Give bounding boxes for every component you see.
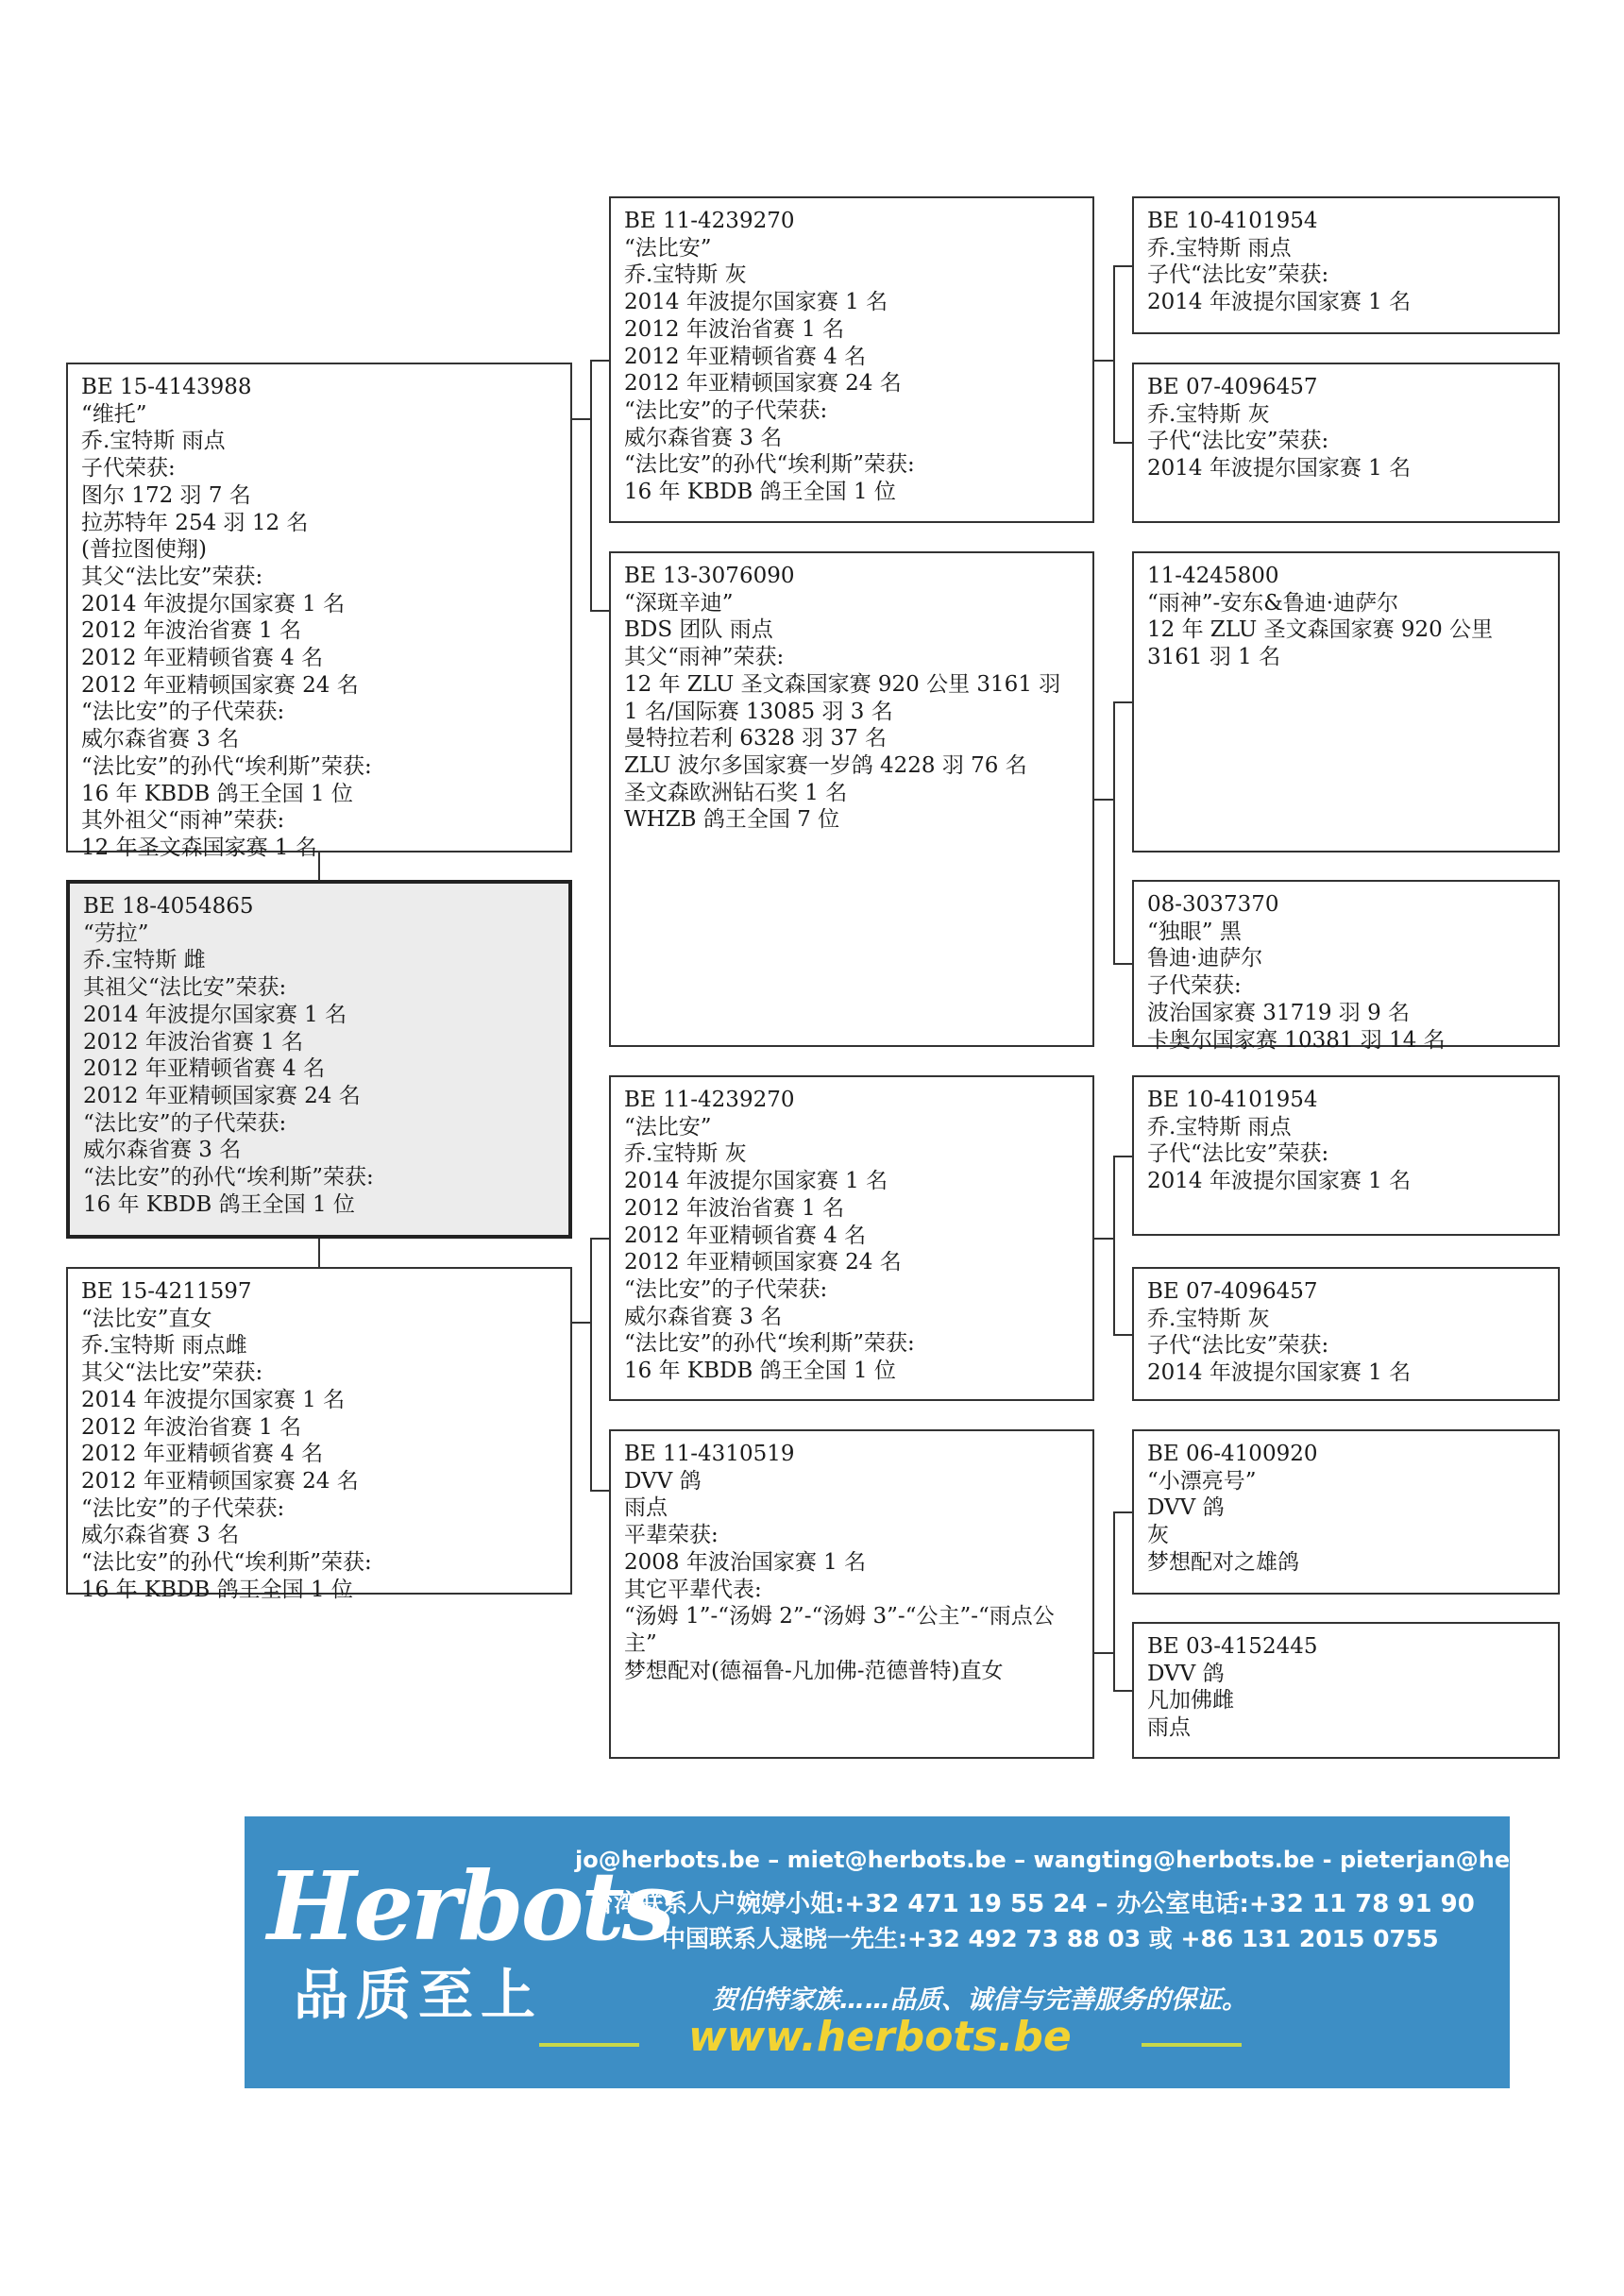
pedigree-sd-dam: 08-3037370 “独眼” 黑 鲁迪·迪萨尔 子代荣获: 波治国家赛 31719 羽 9 名 卡奥尔国家赛 10381 羽 14 名: [1132, 880, 1560, 1047]
pedigree-ss-dam: BE 07-4096457 乔.宝特斯 灰 子代“法比安”荣获: 2014 年波提尔国家赛 1 名: [1132, 363, 1560, 523]
pedigree-ds-sire: BE 10-4101954 乔.宝特斯 雨点 子代“法比安”荣获: 2014 年波提尔国家赛 1 名: [1132, 1075, 1560, 1236]
pedigree-dam: BE 15-4211597 “法比安”直女 乔.宝特斯 雨点雌 其父“法比安”荣获: 2014 年波提尔国家赛 1 名 2012 年波治省赛 1 名 2012 年亚精顿省赛 4 名 2012 年亚精顿国家赛 24 名 “法比安”的子代荣获: 威尔森省赛 3 名 “法比安”的孙代“埃利斯”荣获: 16 年 KBDB 鸽王全国 1 位: [66, 1267, 572, 1595]
pedigree-ds-dam: BE 07-4096457 乔.宝特斯 灰 子代“法比安”荣获: 2014 年波提尔国家赛 1 名: [1132, 1267, 1560, 1401]
pedigree-sire-sire: BE 11-4239270 “法比安” 乔.宝特斯 灰 2014 年波提尔国家赛 1 名 2012 年波治省赛 1 名 2012 年亚精顿省赛 4 名 2012 年亚精顿国家赛 24 名 “法比安”的子代荣获: 威尔森省赛 3 名 “法比安”的孙代“埃利斯”荣获: 16 年 KBDB 鸽王全国 1 位: [609, 196, 1094, 523]
connector-sire-horizontal: [572, 418, 591, 420]
pedigree-sire-dam: BE 13-3076090 “深斑辛迪” BDS 团队 雨点 其父“雨神”荣获: 12 年 ZLU 圣文森国家赛 920 公里 3161 羽 1 名/国际赛 13085 羽 3 名 曼特拉若利 6328 羽 37 名 ZLU 波尔多国家赛一岁鸽 4228 羽 76 名 圣文森欧洲钻石奖 1 名 WHZB 鸽王全国 7 位: [609, 551, 1094, 1047]
pedigree-subject: BE 18-4054865 “劳拉” 乔.宝特斯 雌 其祖父“法比安”荣获: 2014 年波提尔国家赛 1 名 2012 年波治省赛 1 名 2012 年亚精顿省赛 4 名 2012 年亚精顿国家赛 24 名 “法比安”的子代荣获: 威尔森省赛 3 名 “法比安”的孙代“埃利斯”荣获: 16 年 KBDB 鸽王全国 1 位: [66, 880, 572, 1239]
connector-ss-to-dam: [1113, 442, 1132, 444]
connector-dam-to-dam-dam: [590, 1490, 609, 1492]
banner-stripe-right: [1142, 2043, 1242, 2047]
connector-ds-to-dam: [1113, 1334, 1132, 1336]
banner-slogan: 贺伯特家族……品质、诚信与完善服务的保证。: [712, 1985, 1247, 2015]
pedigree-sd-sire: 11-4245800 “雨神”-安东&鲁迪·迪萨尔 12 年 ZLU 圣文森国家赛 920 公里 3161 羽 1 名: [1132, 551, 1560, 853]
pedigree-dam-sire: BE 11-4239270 “法比安” 乔.宝特斯 灰 2014 年波提尔国家赛 1 名 2012 年波治省赛 1 名 2012 年亚精顿省赛 4 名 2012 年亚精顿国家赛 24 名 “法比安”的子代荣获: 威尔森省赛 3 名 “法比安”的孙代“埃利斯”荣获: 16 年 KBDB 鸽王全国 1 位: [609, 1075, 1094, 1401]
connector-ss-horizontal: [1094, 360, 1114, 362]
pedigree-sire: BE 15-4143988 “维托” 乔.宝特斯 雨点 子代荣获: 图尔 172 羽 7 名 拉苏特年 254 羽 12 名 (普拉图使翔) 其父“法比安”荣获: 2014 年波提尔国家赛 1 名 2012 年波治省赛 1 名 2012 年亚精顿省赛 4 名 2012 年亚精顿国家赛 24 名 “法比安”的子代荣获: 威尔森省赛 3 名 “法比安”的孙代“埃利斯”荣获: 16 年 KBDB 鸽王全国 1 位 其外祖父“雨神”荣获: 12 年圣文森国家赛 1 名: [66, 363, 572, 853]
banner-stripe-left: [539, 2043, 639, 2047]
pedigree-dam-dam: BE 11-4310519 DVV 鸽 雨点 平辈荣获: 2008 年波治国家赛 1 名 其它平辈代表: “汤姆 1”-“汤姆 2”-“汤姆 3”-“公主”-“雨点公主” 梦想配对(德福鲁-凡加佛-范德普特)直女: [609, 1429, 1094, 1759]
pedigree-ss-sire: BE 10-4101954 乔.宝特斯 雨点 子代“法比安”荣获: 2014 年波提尔国家赛 1 名: [1132, 196, 1560, 334]
connector-ss-vertical: [1113, 265, 1115, 443]
banner-tagline: 品质至上: [294, 1963, 544, 2027]
connector-dam-vertical: [590, 1238, 592, 1491]
connector-dd-vertical: [1113, 1511, 1115, 1691]
banner-taiwan-contact: 台湾联系人户婉婷小姐:+32 471 19 55 24 – 办公室电话:+32 11 78 91 90: [589, 1890, 1475, 1918]
connector-dd-horizontal: [1094, 1652, 1114, 1654]
connector-sd-vertical: [1113, 701, 1115, 964]
connector-ds-to-sire: [1113, 1156, 1132, 1157]
connector-ds-horizontal: [1094, 1238, 1114, 1240]
connector-dd-to-dam: [1113, 1690, 1132, 1692]
herbots-banner: [245, 1816, 1617, 2088]
connector-dam-to-dam-sire: [590, 1238, 609, 1240]
connector-ss-to-sire: [1113, 265, 1132, 267]
herbots-logo: Herbots: [267, 1850, 672, 1962]
connector-subject-sire: [318, 853, 320, 880]
connector-sd-to-dam: [1113, 963, 1132, 965]
banner-emails: jo@herbots.be – miet@herbots.be – wangting@herbots.be - pieterjan@herbots.be: [575, 1847, 1617, 1873]
pedigree-dd-sire: BE 06-4100920 “小漂亮号” DVV 鸽 灰 梦想配对之雄鸽: [1132, 1429, 1560, 1595]
banner-website: www.herbots.be: [688, 2013, 1072, 2061]
connector-sire-to-sire-dam: [590, 610, 609, 612]
banner-china-contact: 中国联系人逯晓一先生:+32 492 73 88 03 或 +86 131 2015 0755: [662, 1925, 1439, 1952]
connector-dd-to-sire: [1113, 1511, 1132, 1513]
connector-sd-horizontal: [1094, 799, 1114, 801]
connector-dam-horizontal: [572, 1322, 591, 1324]
connector-subject-dam: [318, 1239, 320, 1267]
pedigree-dd-dam: BE 03-4152445 DVV 鸽 凡加佛雌 雨点: [1132, 1622, 1560, 1759]
connector-sire-vertical: [590, 360, 592, 611]
connector-sire-to-sire-sire: [590, 360, 609, 362]
connector-sd-to-sire: [1113, 701, 1132, 703]
connector-ds-vertical: [1113, 1156, 1115, 1335]
